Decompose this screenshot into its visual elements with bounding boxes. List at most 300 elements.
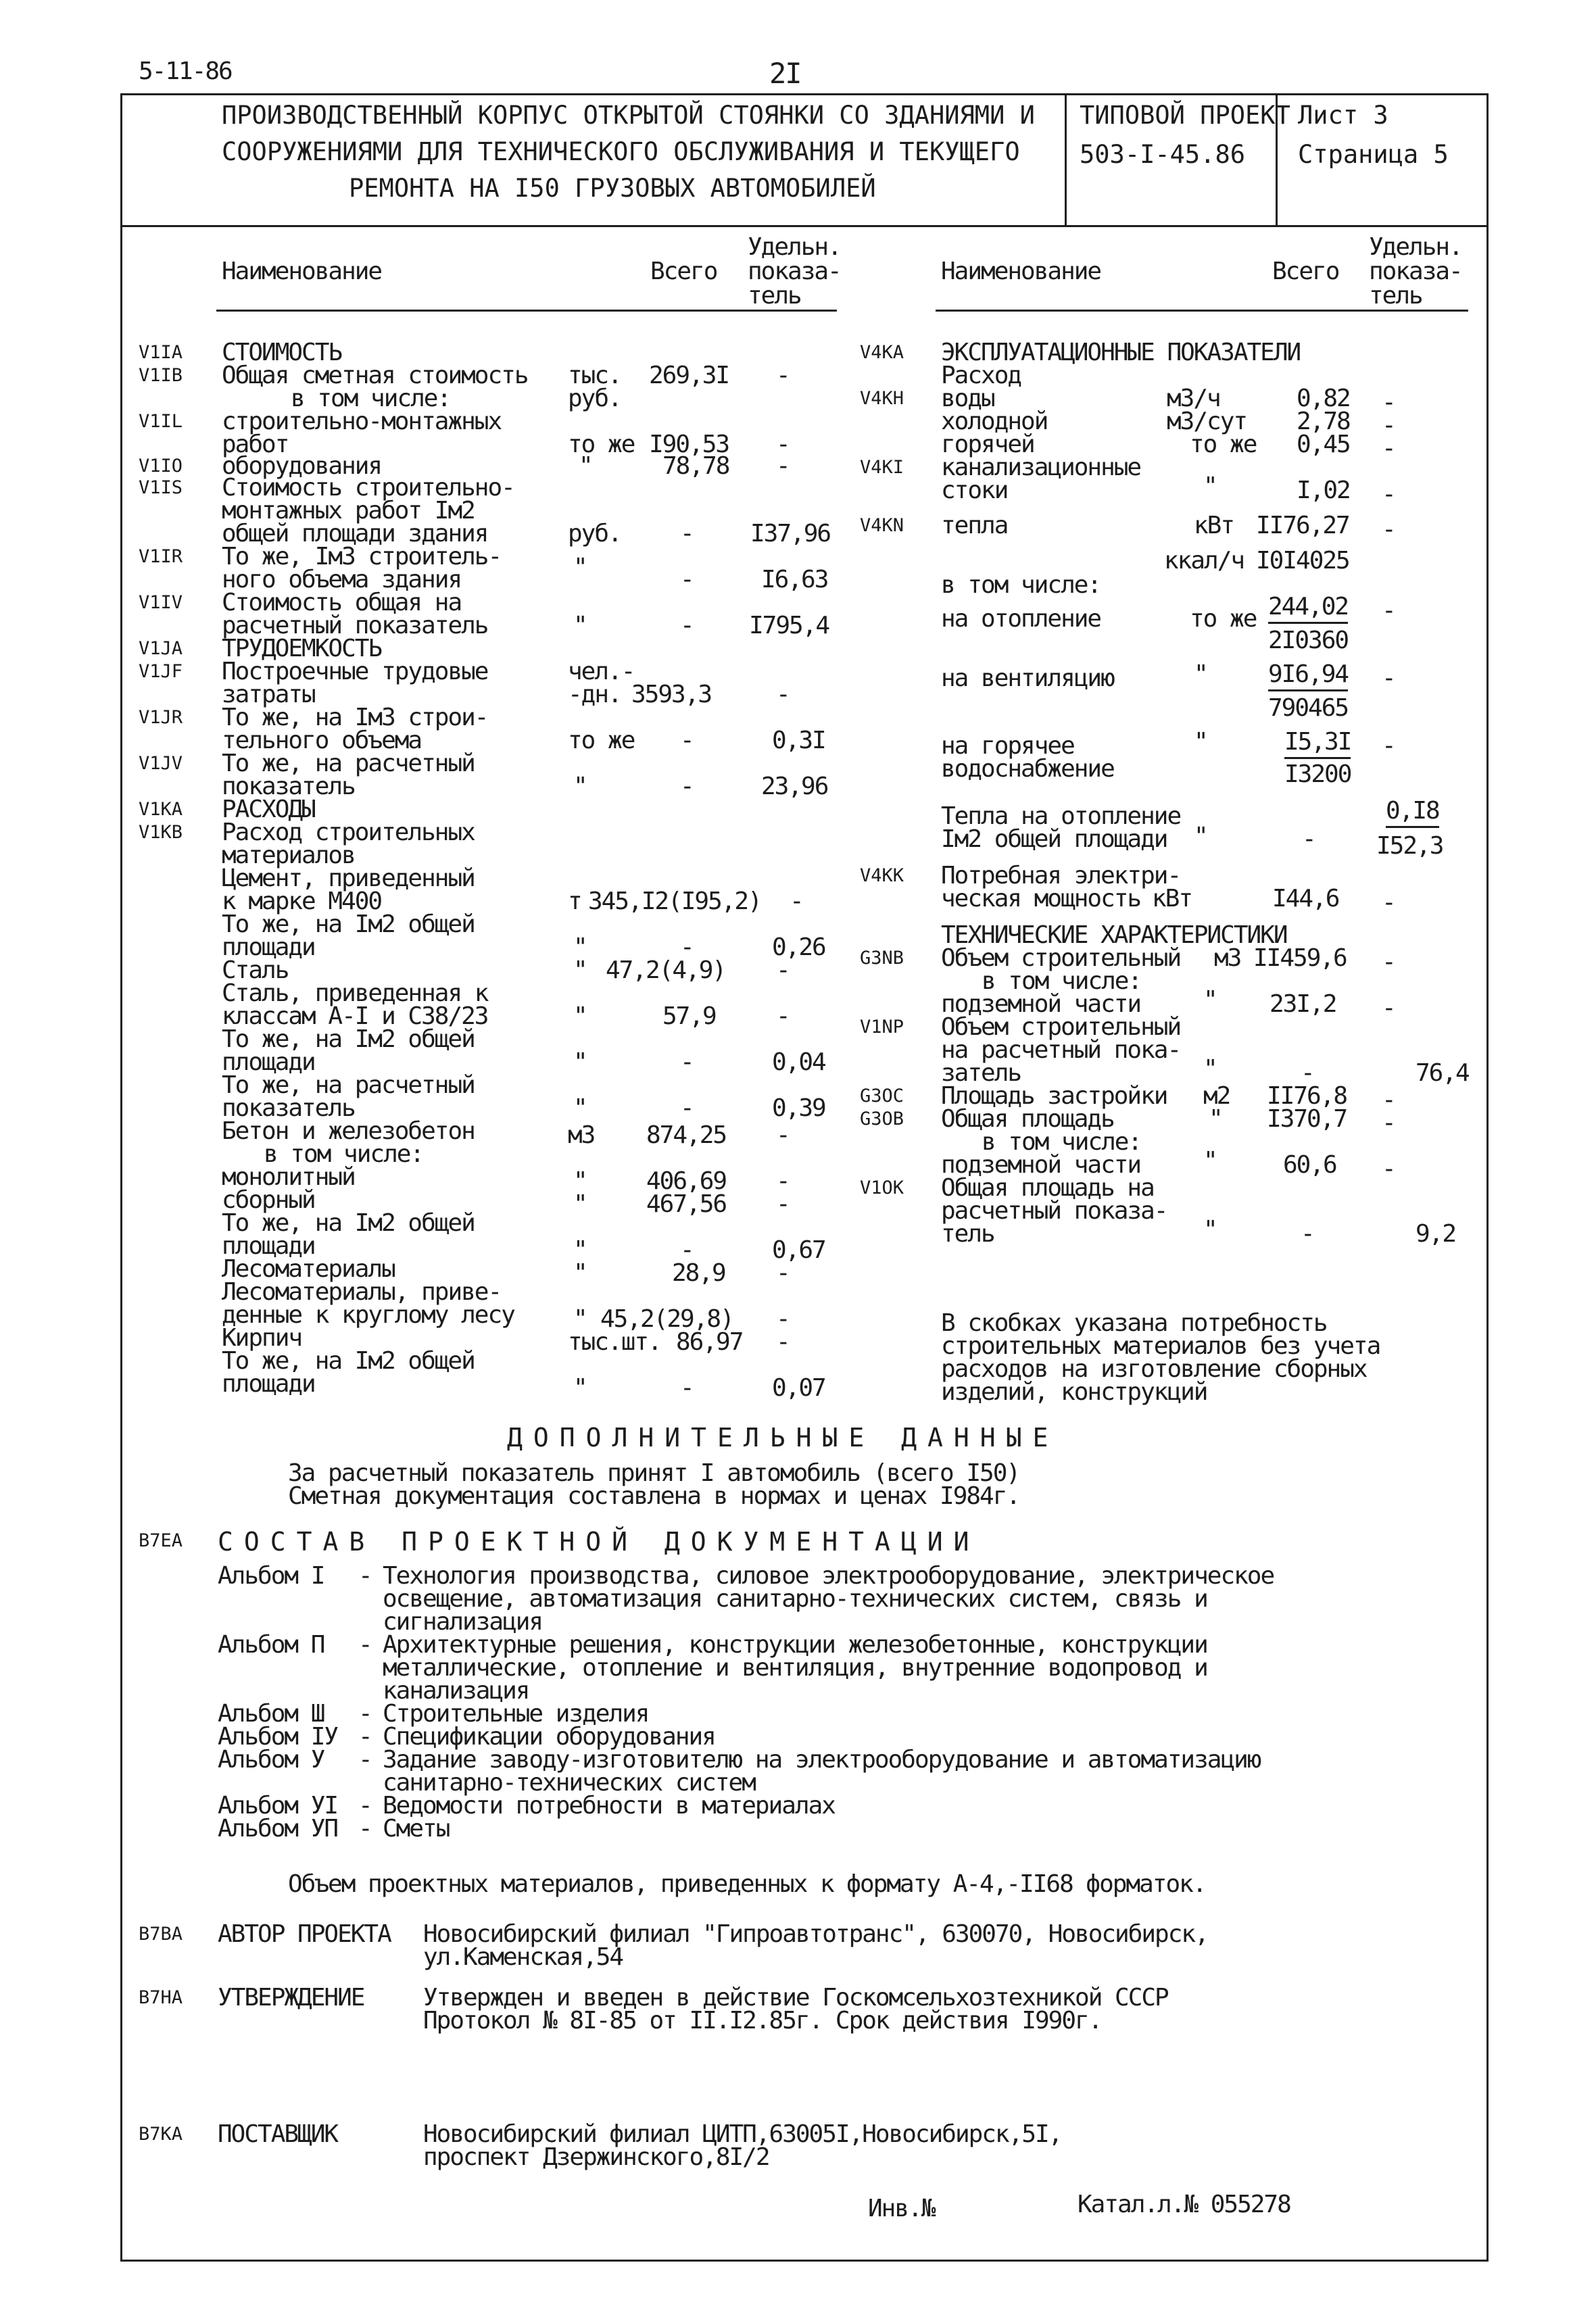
row-total: 790465: [1268, 694, 1349, 722]
row-label: То же, на Iм2 общей: [222, 1209, 475, 1237]
row-specific: -: [1382, 664, 1395, 692]
row-unit: ": [1194, 823, 1207, 850]
row-unit: ": [1203, 1216, 1217, 1244]
row-specific-value: 0,I8: [1386, 797, 1439, 828]
row-label: воды: [941, 385, 994, 412]
row-label: горячей: [941, 431, 1034, 458]
row-label: к марке М400: [222, 887, 382, 915]
row-label: на горячее: [941, 732, 1074, 760]
row-code: V1IV: [139, 592, 183, 613]
row-specific: 0,26: [772, 933, 825, 961]
header-rule-left: [216, 310, 837, 312]
row-unit: ": [573, 1236, 587, 1264]
row-unit: ": [1209, 1105, 1222, 1133]
row-total: -: [680, 1048, 694, 1076]
row-label: в том числе:: [291, 385, 451, 412]
row-total-value: 244,02: [1268, 593, 1348, 624]
supplier-line: Новосибирский филиал ЦИТП,63005I,Новосибирск,5I,: [423, 2120, 1062, 2148]
row-total: -: [1301, 1220, 1314, 1248]
title-line-2: СООРУЖЕНИЯМИ ДЛЯ ТЕХНИЧЕСКОГО ОБСЛУЖИВАНИЯ И ТЕКУЩЕГО: [222, 137, 1020, 166]
row-unit: ": [573, 1374, 587, 1402]
row-code: G3OB: [860, 1108, 904, 1129]
row-label: То же, на расчетный: [222, 1071, 475, 1099]
row-label: РАСХОДЫ: [222, 796, 315, 823]
row-code: V4KH: [860, 388, 904, 409]
frame-right: [1486, 93, 1489, 2262]
row-label: показатель: [222, 1094, 355, 1122]
album-description: Спецификации оборудования: [383, 1723, 715, 1751]
row-label: Потребная электри-: [941, 862, 1181, 890]
row-unit: ": [573, 612, 587, 639]
row-label: денные к круглому лесу: [222, 1301, 514, 1329]
row-total: -: [680, 727, 694, 754]
row-unit: тыс.шт.: [568, 1328, 661, 1356]
album-name: Альбом П: [218, 1631, 324, 1659]
row-label: Iм2 общей площади: [941, 825, 1167, 853]
row-label: на расчетный пока-: [941, 1036, 1181, 1064]
row-total-value: I5,3I: [1284, 728, 1351, 759]
row-specific: -: [1382, 412, 1395, 439]
row-label: Сталь: [222, 956, 289, 984]
row-specific: -: [1382, 481, 1395, 508]
row-specific: -: [776, 681, 790, 708]
row-specific: -: [776, 1190, 790, 1218]
title-divider-1: [1065, 93, 1067, 227]
row-unit: ": [573, 1048, 587, 1076]
album-dash: -: [358, 1792, 372, 1820]
header-specific-3: тель: [1369, 282, 1422, 310]
row-code: V1KB: [139, 822, 183, 843]
row-specific: -: [776, 1305, 790, 1333]
row-unit: ": [579, 452, 592, 480]
album-name: Альбом УП: [218, 1815, 338, 1843]
row-total: [1268, 662, 1348, 687]
row-total: I44,6: [1272, 885, 1339, 912]
album-name: Альбом У: [218, 1746, 324, 1774]
page-number: 2I: [769, 57, 801, 90]
row-label: подземной части: [941, 990, 1141, 1018]
row-total: 78,78: [662, 452, 729, 480]
note-line: строительных материалов без учета: [941, 1332, 1380, 1360]
row-specific: -: [776, 452, 790, 480]
row-specific: 23,96: [761, 773, 828, 800]
row-code: V1NP: [860, 1017, 904, 1038]
row-specific: -: [1382, 994, 1395, 1022]
section-code: B7EA: [139, 1530, 183, 1551]
row-total: II76,8: [1267, 1082, 1347, 1110]
row-label: ного объема здания: [222, 566, 462, 593]
row-total: 0,82: [1297, 385, 1350, 412]
note-line: изделий, конструкций: [941, 1378, 1207, 1406]
row-label: материалов: [222, 842, 355, 869]
doc-code: 5-11-86: [139, 57, 232, 85]
row-code: G3OC: [860, 1086, 904, 1106]
row-code: V4KK: [860, 865, 904, 886]
row-unit: т: [568, 887, 581, 915]
row-total: -: [680, 773, 694, 800]
title-block-bottom: [120, 225, 1489, 227]
row-unit: ": [573, 1305, 587, 1333]
row-label: Стоимость общая на: [222, 589, 462, 616]
row-label: Лесоматериалы: [222, 1255, 395, 1283]
row-code: V1JA: [139, 638, 183, 659]
album-dash: -: [358, 1631, 372, 1659]
row-total: I0I4025: [1256, 547, 1349, 575]
row-specific: -: [776, 1259, 790, 1287]
row-code: V1KA: [139, 799, 183, 820]
row-unit: чел.-: [568, 658, 635, 685]
row-label: Объем строительный: [941, 1013, 1181, 1041]
row-total: 345,I2(I95,2): [588, 887, 761, 915]
sheet-number: Лист 3: [1298, 101, 1388, 130]
album-description: сигнализация: [383, 1608, 543, 1636]
row-label: общей площади здания: [222, 520, 488, 547]
row-label: Расход: [941, 362, 1021, 389]
row-label: То же, на Iм2 общей: [222, 910, 475, 938]
section-code: B7BA: [139, 1924, 183, 1945]
header-name: Наименование: [941, 258, 1101, 285]
row-unit: ккал/ч: [1164, 547, 1244, 575]
row-label: То же, Iм3 строитель-: [222, 543, 502, 570]
row-code: V1IL: [139, 411, 183, 432]
album-dash: -: [358, 1562, 372, 1590]
row-label: тельного объема: [222, 727, 422, 754]
row-total: 0,45: [1297, 431, 1350, 458]
row-label: в том числе:: [982, 967, 1142, 995]
row-label: То же, на Iм3 строи-: [222, 704, 488, 731]
album-name: Альбом IУ: [218, 1723, 338, 1751]
row-unit: то же: [1190, 431, 1257, 458]
project-label: ТИПОВОЙ ПРОЕКТ: [1080, 101, 1290, 130]
row-label: площади: [222, 1048, 315, 1076]
header-specific-2: показа-: [748, 258, 841, 285]
row-code: V1JV: [139, 753, 183, 774]
row-specific: I37,96: [750, 520, 831, 547]
row-unit: ": [1203, 1055, 1217, 1083]
row-code: V1IA: [139, 342, 183, 363]
row-specific: -: [776, 1002, 790, 1030]
row-specific: [1386, 799, 1439, 823]
album-dash: -: [358, 1815, 372, 1843]
row-total: [1268, 595, 1348, 619]
row-unit: руб.: [568, 520, 621, 547]
supplier-line: проспект Дзержинского,8I/2: [423, 2143, 769, 2171]
row-code: V1OK: [860, 1177, 904, 1198]
row-specific: -: [790, 887, 803, 915]
row-label: ТРУДОЕМКОСТЬ: [222, 635, 382, 662]
row-unit: м3: [568, 1121, 595, 1149]
row-label: показатель: [222, 773, 355, 800]
row-total: 60,6: [1283, 1151, 1336, 1179]
row-total: 467,56: [646, 1190, 727, 1218]
row-label: Кирпич: [222, 1324, 302, 1352]
row-label: Сталь, приведенная к: [222, 979, 488, 1007]
row-label: Стоимость строительно-: [222, 474, 514, 502]
row-specific: -: [776, 1121, 790, 1149]
row-specific: -: [1382, 516, 1395, 543]
additional-line: За расчетный показатель принят I автомобиль (всего I50): [288, 1459, 1020, 1487]
album-name: Альбом I: [218, 1562, 324, 1590]
row-label: классам А-I и С38/23: [222, 1002, 488, 1030]
row-unit: ": [1203, 472, 1217, 500]
supplier-label: ПОСТАВЩИК: [218, 2120, 338, 2148]
row-total: I370,7: [1267, 1105, 1347, 1133]
row-unit: то же: [1190, 605, 1257, 633]
row-label: монтажных работ Iм2: [222, 497, 475, 525]
row-unit: м3/ч: [1167, 385, 1220, 412]
row-total: 47,2(4,9): [606, 956, 726, 984]
note-line: В скобках указана потребность: [941, 1309, 1327, 1337]
row-unit: ": [573, 1259, 587, 1287]
row-label: в том числе:: [264, 1140, 424, 1168]
row-unit: руб.: [568, 385, 621, 412]
header-name: Наименование: [222, 258, 382, 285]
row-unit: м2: [1203, 1082, 1230, 1110]
row-specific: -: [1382, 597, 1395, 625]
album-name: Альбом УI: [218, 1792, 338, 1820]
row-total: 23I,2: [1269, 990, 1336, 1018]
row-unit: кВт: [1194, 512, 1234, 539]
row-total: 874,25: [646, 1121, 727, 1149]
row-label: тель: [941, 1220, 994, 1248]
row-label: подземной части: [941, 1151, 1141, 1179]
title-line-3: РЕМОНТА НА I50 ГРУЗОВЫХ АВТОМОБИЛЕЙ: [349, 174, 876, 203]
row-unit: тыс.: [568, 362, 621, 389]
header-specific-1: Удельн.: [1369, 233, 1462, 261]
row-label: площади: [222, 1370, 315, 1398]
row-specific: -: [776, 956, 790, 984]
row-specific: 0,07: [772, 1374, 825, 1402]
album-description: Архитектурные решения, конструкции железобетонные, конструкции: [383, 1631, 1207, 1659]
frame-top: [120, 93, 1489, 95]
additional-line: Сметная документация составлена в нормах и ценах I984г.: [288, 1482, 1020, 1510]
row-code: V1IO: [139, 456, 183, 477]
header-rule-right: [936, 310, 1468, 312]
row-total: 2I0360: [1268, 627, 1349, 654]
row-label: сборный: [222, 1186, 315, 1214]
header-specific-1: Удельн.: [748, 233, 841, 261]
row-unit: ": [1194, 728, 1207, 756]
approval-line: Протокол № 8I-85 от II.I2.85г. Срок действия I990г.: [423, 2007, 1102, 2034]
row-code: V1IS: [139, 477, 183, 498]
album-description: Строительные изделия: [383, 1700, 649, 1728]
row-total: 28,9: [672, 1259, 725, 1287]
row-code: V1JR: [139, 707, 183, 728]
row-unit: ": [573, 933, 587, 961]
album-dash: -: [358, 1723, 372, 1751]
row-label: СТОИМОСТЬ: [222, 339, 342, 366]
row-total: -: [680, 566, 694, 593]
additional-heading: ДОПОЛНИТЕЛЬНЫЕ ДАННЫЕ: [507, 1423, 1059, 1453]
album-dash: -: [358, 1700, 372, 1728]
row-unit: ": [573, 773, 587, 800]
composition-heading: СОСТАВ ПРОЕКТНОЙ ДОКУМЕНТАЦИИ: [218, 1527, 980, 1557]
row-specific: I6,63: [761, 566, 828, 593]
row-label: стоки: [941, 477, 1008, 504]
row-label: оборудования: [222, 452, 382, 480]
row-specific: -: [1382, 389, 1395, 416]
row-unit: -дн.: [568, 681, 621, 708]
row-total: -: [680, 520, 694, 547]
row-specific: 0,04: [772, 1048, 825, 1076]
row-label: в том числе:: [941, 571, 1101, 599]
row-label: затель: [941, 1059, 1021, 1087]
row-label: расчетный показатель: [222, 612, 488, 639]
row-specific: -: [1382, 1155, 1395, 1183]
row-label: тепла: [941, 512, 1008, 539]
row-specific: -: [1382, 732, 1395, 760]
row-specific: -: [1382, 1109, 1395, 1137]
row-label: Общая сметная стоимость: [222, 362, 528, 389]
section-code: B7HA: [139, 1987, 183, 2008]
row-label: Бетон и железобетон: [222, 1117, 475, 1145]
volume-note: Объем проектных материалов, приведенных к формату А-4,-II68 форматок.: [288, 1870, 1206, 1898]
row-label: площади: [222, 1232, 315, 1260]
row-specific: I795,4: [749, 612, 829, 639]
row-label: канализационные: [941, 454, 1141, 481]
project-number: 503-I-45.86: [1080, 140, 1246, 169]
row-specific: 0,39: [772, 1094, 825, 1122]
row-total: II76,27: [1256, 512, 1349, 539]
row-total: -: [680, 612, 694, 639]
row-unit: ": [573, 1094, 587, 1122]
header-total: Всего: [650, 258, 717, 285]
album-description: Задание заводу-изготовителю на электрооборудование и автоматизацию: [383, 1746, 1261, 1774]
row-label: Площадь застройки: [941, 1082, 1167, 1110]
row-total: I,02: [1297, 477, 1350, 504]
row-label: Общая площадь на: [941, 1174, 1154, 1202]
row-label: на вентиляцию: [941, 664, 1114, 692]
row-specific: 9,2: [1416, 1220, 1456, 1248]
frame-bottom: [120, 2260, 1489, 2262]
row-code: V1IB: [139, 365, 183, 386]
row-code: V1IR: [139, 546, 183, 567]
row-specific: I52,3: [1376, 832, 1443, 860]
row-label: монолитный: [222, 1163, 355, 1191]
album-description: Технология производства, силовое электрооборудование, электрическое: [383, 1562, 1274, 1590]
row-label: Построечные трудовые: [222, 658, 488, 685]
header-specific-3: тель: [748, 282, 801, 310]
album-description: Ведомости потребности в материалах: [383, 1792, 835, 1820]
row-label: водоснабжение: [941, 755, 1114, 783]
row-unit: ": [1203, 1147, 1217, 1175]
row-total-value: 9I6,94: [1268, 660, 1348, 691]
row-specific: -: [1382, 435, 1395, 462]
row-unit: ": [1203, 986, 1217, 1014]
row-label: Цемент, приведенный: [222, 864, 475, 892]
row-label: Тепла на отопление: [941, 802, 1181, 830]
row-specific: -: [776, 431, 790, 458]
row-label: То же, на Iм2 общей: [222, 1347, 475, 1375]
row-total: 45,2(29,8): [600, 1305, 733, 1333]
frame-left: [120, 93, 122, 2262]
row-specific: -: [776, 362, 790, 389]
row-label: ТЕХНИЧЕСКИЕ ХАРАКТЕРИСТИКИ: [941, 921, 1287, 949]
row-label: в том числе:: [982, 1128, 1142, 1156]
row-total: -: [680, 1094, 694, 1122]
row-unit: ": [1194, 660, 1207, 688]
row-total: -: [1301, 1059, 1314, 1087]
row-label: ЭКСПЛУАТАЦИОННЫЕ ПОКАЗАТЕЛИ: [941, 339, 1301, 366]
note-line: расходов на изготовление сборных: [941, 1355, 1367, 1383]
row-label: расчетный показа-: [941, 1197, 1167, 1225]
approval-label: УТВЕРЖДЕНИЕ: [218, 1984, 364, 2012]
row-label: То же, на Iм2 общей: [222, 1025, 475, 1053]
row-total: -: [680, 933, 694, 961]
album-description: металлические, отопление и вентиляция, внутренние водопровод и: [383, 1654, 1207, 1682]
row-label: работ: [222, 431, 289, 458]
row-total: I90,53: [649, 431, 729, 458]
row-unit: ": [573, 1190, 587, 1218]
approval-line: Утвержден и введен в действие Госкомсельхозтехникой СССР: [423, 1984, 1168, 2012]
row-code: G3NB: [860, 948, 904, 969]
row-total: 57,9: [662, 1002, 716, 1030]
author-line: Новосибирский филиал "Гипроавтотранс", 630070, Новосибирск,: [423, 1920, 1208, 1948]
row-unit: м3: [1214, 944, 1241, 972]
row-specific: -: [776, 1328, 790, 1356]
row-total: -: [680, 1374, 694, 1402]
row-specific: -: [776, 1167, 790, 1195]
row-label: строительно-монтажных: [222, 408, 502, 435]
author-label: АВТОР ПРОЕКТА: [218, 1920, 391, 1948]
title-line-1: ПРОИЗВОДСТВЕННЫЙ КОРПУС ОТКРЫТОЙ СТОЯНКИ СО ЗДАНИЯМИ И: [222, 101, 1035, 130]
row-label: холодной: [941, 408, 1048, 435]
row-unit: ": [573, 1167, 587, 1195]
row-total: 269,3I: [649, 362, 729, 389]
album-description: освещение, автоматизация санитарно-технических систем, связь и: [383, 1585, 1207, 1613]
album-dash: -: [358, 1746, 372, 1774]
row-unit: то же: [568, 431, 635, 458]
section-code: B7KA: [139, 2124, 183, 2145]
row-label: Объем строительный: [941, 944, 1181, 972]
row-unit: то же: [568, 727, 635, 754]
row-total: 406,69: [646, 1167, 727, 1195]
row-total: 86,97: [676, 1328, 743, 1356]
album-name: Альбом Ш: [218, 1700, 324, 1728]
row-total: [1284, 730, 1351, 754]
author-line: ул.Каменская,54: [423, 1943, 623, 1971]
row-unit: ": [573, 1002, 587, 1030]
row-label: То же, на расчетный: [222, 750, 475, 777]
row-total: I3200: [1284, 760, 1351, 788]
album-description: санитарно-технических систем: [383, 1769, 755, 1797]
row-label: Общая площадь: [941, 1105, 1114, 1133]
catalog-number: Катал.л.№ 055278: [1078, 2191, 1290, 2218]
inventory-number: Инв.№: [868, 2195, 935, 2222]
row-unit: ": [573, 956, 587, 984]
row-total: -: [680, 1236, 694, 1264]
row-specific: -: [1382, 948, 1395, 976]
row-total: II459,6: [1253, 944, 1347, 972]
row-unit: ": [573, 554, 587, 581]
row-specific: -: [1382, 1086, 1395, 1114]
row-unit: м3/сут: [1167, 408, 1247, 435]
row-specific: 0,3I: [772, 727, 825, 754]
album-description: канализация: [383, 1677, 529, 1705]
album-description: Сметы: [383, 1815, 450, 1843]
row-label: на отопление: [941, 605, 1101, 633]
row-total: 3593,3: [631, 681, 712, 708]
page-reference: Страница 5: [1298, 140, 1449, 169]
row-total: -: [1302, 825, 1315, 853]
row-label: затраты: [222, 681, 315, 708]
row-label: ческая мощность: [941, 885, 1141, 912]
row-label: площади: [222, 933, 315, 961]
header-specific-2: показа-: [1369, 258, 1462, 285]
row-unit: кВт: [1152, 885, 1192, 912]
row-code: V4KN: [860, 515, 904, 536]
row-total: 2,78: [1297, 408, 1350, 435]
